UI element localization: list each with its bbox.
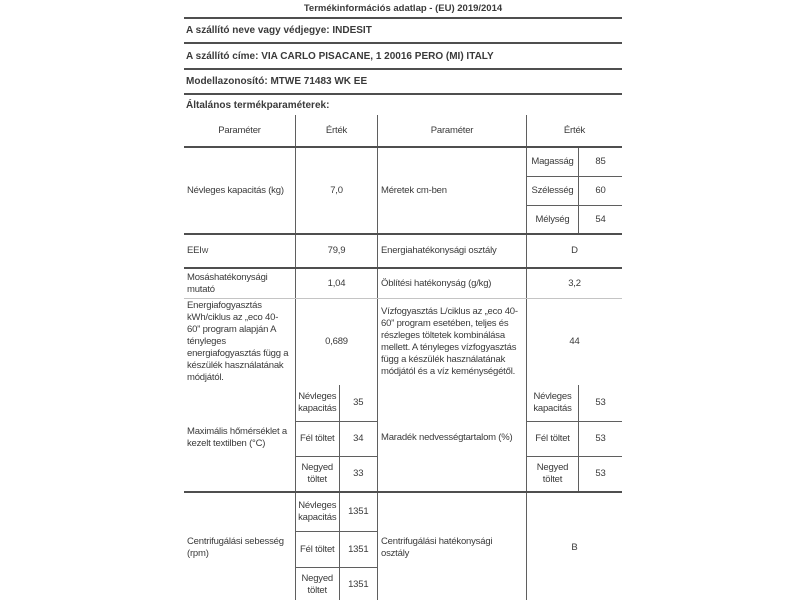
table-row-wash-rinse	[184, 269, 622, 299]
table-row-eei-energyclass	[184, 235, 622, 269]
sublabel-width: Szélesség	[527, 177, 579, 205]
subrow-rated-capacity	[296, 385, 377, 422]
column-header-value-right: Érték	[563, 124, 586, 136]
sublabel-quarter-load: Negyed töltet	[296, 457, 340, 491]
column-header-parameter-right: Paraméter	[378, 115, 527, 146]
model-id-row: Modellazonosító: MTWE 71483 WK EE	[184, 70, 622, 95]
value-energy-class: D	[571, 245, 578, 257]
subvalue-spin-quarter: 1351	[348, 579, 369, 591]
subvalue-width: 60	[595, 185, 606, 197]
section-heading: Általános termékparaméterek:	[186, 99, 330, 111]
param-dimensions: Méretek cm-ben	[378, 148, 527, 233]
column-header-value-left: Érték	[296, 115, 378, 146]
param-spin-speed: Centrifugálási sebesség (rpm)	[184, 493, 296, 600]
supplier-address-row: A szállító címe: VIA CARLO PISACANE, 1 20016 PERO (MI) ITALY	[184, 44, 622, 70]
subrow-half-load	[296, 422, 377, 457]
sublabel-quarter-load: Negyed töltet	[296, 568, 340, 600]
sublabel-half-load: Fél töltet	[296, 532, 340, 566]
table-header-row	[184, 115, 622, 148]
param-energy-class: Energiahatékonysági osztály	[378, 235, 527, 267]
param-energy-consumption: Energiafogyasztás kWh/ciklus az „eco 40-60” program alapján A tényleges energiafogyasztás függ a készülék használatának módjától.	[184, 299, 296, 385]
sublabel-height: Magasság	[527, 148, 579, 176]
subvalue-moisture-quarter: 53	[595, 468, 606, 480]
subvalue-moisture-rated: 53	[595, 397, 606, 409]
subvalue-temp-rated: 35	[353, 397, 364, 409]
table-row-energy-water	[184, 299, 622, 385]
subvalue-depth: 54	[595, 213, 606, 225]
subvalue-moisture-half: 53	[595, 433, 606, 445]
subvalue-temp-half: 34	[353, 433, 364, 445]
supplier-name-row: A szállító neve vagy védjegye: INDESIT	[184, 19, 622, 44]
sublabel-rated-capacity: Névleges kapacitás	[527, 385, 579, 421]
subrow-rated-capacity	[527, 385, 622, 422]
sublabel-rated-capacity: Névleges kapacitás	[296, 385, 340, 421]
subrow-height	[527, 148, 622, 177]
spin-speed-subtable	[296, 493, 378, 600]
eei-label: EEI	[187, 245, 202, 257]
subrow-quarter-load	[296, 568, 377, 600]
page-title: Termékinformációs adatlap - (EU) 2019/2014	[184, 0, 622, 19]
value-rinse-efficiency: 3,2	[568, 277, 581, 289]
value-rated-capacity: 7,0	[296, 148, 378, 233]
subrow-quarter-load	[296, 457, 377, 491]
subrow-width	[527, 177, 622, 206]
eei-subscript: W	[201, 247, 209, 255]
parameters-table	[184, 115, 622, 600]
param-max-temperature: Maximális hőmérséklet a kezelt textilben (°C)	[184, 385, 296, 491]
param-eei	[184, 235, 296, 267]
param-rated-capacity: Névleges kapacitás (kg)	[184, 148, 296, 233]
subvalue-temp-quarter: 33	[353, 468, 364, 480]
subvalue-spin-rated: 1351	[348, 506, 369, 518]
table-row-spin	[184, 493, 622, 600]
table-row-capacity-dimensions	[184, 148, 622, 235]
subrow-half-load	[527, 422, 622, 457]
value-wash-index: 1,04	[296, 269, 378, 298]
sublabel-depth: Mélység	[527, 206, 579, 233]
column-header-parameter-left: Paraméter	[184, 115, 296, 146]
subrow-rated-capacity	[296, 493, 377, 532]
dimensions-subtable	[527, 148, 622, 233]
subvalue-spin-half: 1351	[348, 543, 369, 555]
subrow-quarter-load	[527, 457, 622, 491]
value-energy-consumption: 0,689	[296, 299, 378, 385]
param-residual-moisture: Maradék nedvességtartalom (%)	[378, 385, 527, 491]
param-spin-class: Centrifugálási hatékonysági osztály	[378, 493, 527, 600]
value-spin-class: B	[571, 542, 578, 554]
param-rinse-efficiency: Öblítési hatékonyság (g/kg)	[378, 269, 527, 298]
subvalue-height: 85	[595, 156, 606, 168]
datasheet-content	[184, 0, 622, 600]
table-row-temperature-moisture	[184, 385, 622, 493]
sublabel-quarter-load: Negyed töltet	[527, 457, 579, 491]
sublabel-rated-capacity: Névleges kapacitás	[296, 493, 340, 531]
subrow-depth	[527, 206, 622, 233]
subrow-half-load	[296, 532, 377, 567]
param-water-consumption: Vízfogyasztás L/ciklus az „eco 40-60” program esetében, teljes és részleges töltetek kombinálása mellett. A tényleges vízfogyasztás függ a készülék használatának módjától és a víz keménységétől.	[378, 299, 527, 385]
value-eei: 79,9	[296, 235, 378, 267]
sublabel-half-load: Fél töltet	[527, 422, 579, 456]
param-wash-index: Mosáshatékonysági mutató	[184, 269, 296, 298]
sublabel-half-load: Fél töltet	[296, 422, 340, 456]
temperature-subtable	[296, 385, 378, 491]
moisture-subtable	[527, 385, 622, 491]
value-water-consumption: 44	[569, 336, 580, 348]
